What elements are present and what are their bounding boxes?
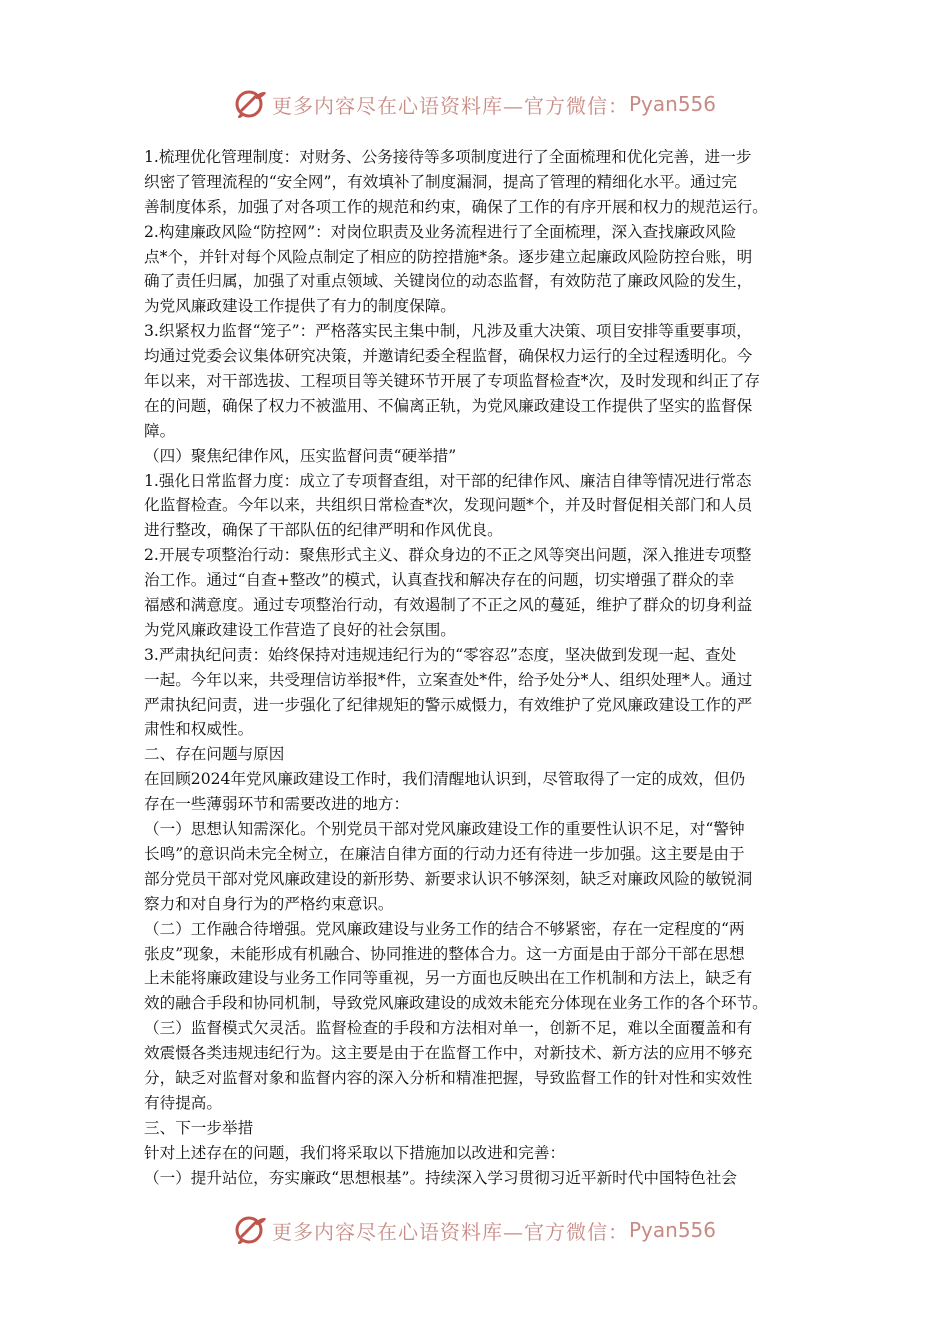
text-line: 化监督检查。今年以来，共组织日常检查*次，发现问题*个，并及时督促相关部门和人员 (144, 496, 753, 515)
text-line: 在回顾2024年党风廉政建设工作时，我们清醒地认识到，尽管取得了一定的成效，但仍 (144, 770, 746, 789)
text-line: 织密了管理流程的“安全网”，有效填补了制度漏洞，提高了管理的精细化水平。通过完 (144, 172, 737, 191)
watermark-brand: Pyan556 (628, 92, 716, 116)
text-line: （一）提升站位，夯实廉政“思想根基”。持续深入学习贯彻习近平新时代中国特色社会 (144, 1168, 737, 1187)
text-line: 张皮”现象，未能形成有机融合、协同推进的整体合力。这一方面是由于部分干部在思想 (144, 944, 745, 963)
text-line: 福感和满意度。通过专项整治行动，有效遏制了不正之风的蔓延，维护了群众的切身利益 (144, 596, 753, 615)
watermark-text: 更多内容尽在心语资料库—官方微信： (271, 1219, 629, 1244)
document-body (144, 145, 814, 1190)
text-line: 为党风廉政建设工作营造了良好的社会氛围。 (144, 620, 456, 639)
text-line: 肃性和权威性。 (144, 720, 254, 739)
text-line: 效的融合手段和协同机制，导致党风廉政建设的成效未能充分体现在业务工作的各个环节。 (144, 994, 768, 1013)
text-line: 1.强化日常监督力度：成立了专项督查组，对干部的纪律作风、廉洁自律等情况进行常态 (144, 471, 752, 490)
text-line: 年以来，对干部选拔、工程项目等关键环节开展了专项监督检查*次，及时发现和纠正了存 (144, 372, 760, 391)
text-line: 善制度体系，加强了对各项工作的规范和约束，确保了工作的有序开展和权力的规范运行。 (144, 197, 768, 216)
text-line: 确了责任归属，加强了对重点领域、关键岗位的动态监督，有效防范了廉政风险的发生， (144, 272, 753, 291)
text-line: 2.开展专项整治行动：聚焦形式主义、群众身边的不正之风等突出问题，深入推进专项整 (144, 546, 752, 565)
text-line: 三、下一步举措 (144, 1118, 254, 1137)
text-line: 部分党员干部对党风廉政建设的新形势、新要求认识不够深刻，缺乏对廉政风险的敏锐洞 (144, 869, 753, 888)
text-line: 为党风廉政建设工作提供了有力的制度保障。 (144, 297, 456, 316)
brush-logo-icon (234, 1213, 268, 1247)
text-line: 严肃执纪问责，进一步强化了纪律规矩的警示威慑力，有效维护了党风廉政建设工作的严 (144, 695, 753, 714)
text-line: 察力和对自身行为的严格约束意识。 (144, 894, 394, 913)
text-line: 3.严肃执纪问责：始终保持对违规违纪行为的“零容忍”态度，坚决做到发现一起、查处 (144, 645, 737, 664)
text-line: 进行整改，确保了干部队伍的纪律严明和作风优良。 (144, 521, 503, 540)
footer-watermark (0, 1210, 950, 1250)
text-line: 障。 (144, 421, 176, 440)
watermark-text: 更多内容尽在心语资料库—官方微信： (271, 93, 629, 118)
text-line: 二、存在问题与原因 (144, 745, 285, 764)
text-line: 2.构建廉政风险“防控网”：对岗位职责及业务流程进行了全面梳理，深入查找廉政风险 (144, 222, 737, 241)
text-line: 在的问题，确保了权力不被滥用、不偏离正轨，为党风廉政建设工作提供了坚实的监督保 (144, 396, 753, 415)
brush-logo-icon (234, 87, 268, 121)
text-line: （二）工作融合待增强。党风廉政建设与业务工作的结合不够紧密，存在一定程度的“两 (144, 919, 745, 938)
text-line: （一）思想认知需深化。个别党员干部对党风廉政建设工作的重要性认识不足，对“警钟 (144, 820, 745, 839)
text-line: 针对上述存在的问题，我们将采取以下措施加以改进和完善： (144, 1143, 566, 1162)
text-line: （四）聚焦纪律作风，压实监督问责“硬举措” (144, 446, 457, 465)
text-line: 3.织紧权力监督“笼子”：严格落实民主集中制，凡涉及重大决策、项目安排等重要事项， (144, 322, 752, 341)
header-watermark (0, 84, 950, 124)
text-line: （三）监督模式欠灵活。监督检查的手段和方法相对单一，创新不足，难以全面覆盖和有 (144, 1019, 753, 1038)
text-line: 长鸣”的意识尚未完全树立，在廉洁自律方面的行动力还有待进一步加强。这主要是由于 (144, 844, 745, 863)
watermark-brand: Pyan556 (628, 1218, 716, 1242)
text-line: 分，缺乏对监督对象和监督内容的深入分析和精准把握，导致监督工作的针对性和实效性 (144, 1068, 753, 1087)
text-line: 1.梳理优化管理制度：对财务、公务接待等多项制度进行了全面梳理和优化完善，进一步 (144, 148, 752, 166)
text-line: 有待提高。 (144, 1093, 222, 1112)
text-line: 上未能将廉政建设与业务工作同等重视，另一方面也反映出在工作机制和方法上，缺乏有 (144, 969, 753, 988)
text-line: 治工作。通过“自查+整改”的模式，认真查找和解决存在的问题，切实增强了群众的幸 (144, 571, 735, 590)
text-line: 一起。今年以来，共受理信访举报*件，立案查处*件，给予处分*人、组织处理*人。通过 (144, 670, 753, 689)
text-line: 效震慑各类违规违纪行为。这主要是由于在监督工作中，对新技术、新方法的应用不够充 (144, 1044, 753, 1063)
text-line: 点*个，并针对每个风险点制定了相应的防控措施*条。逐步建立起廉政风险防控台账，明 (144, 247, 753, 266)
text-line: 存在一些薄弱环节和需要改进的地方： (144, 795, 410, 814)
text-line: 均通过党委会议集体研究决策，并邀请纪委全程监督，确保权力运行的全过程透明化。今 (144, 347, 753, 366)
